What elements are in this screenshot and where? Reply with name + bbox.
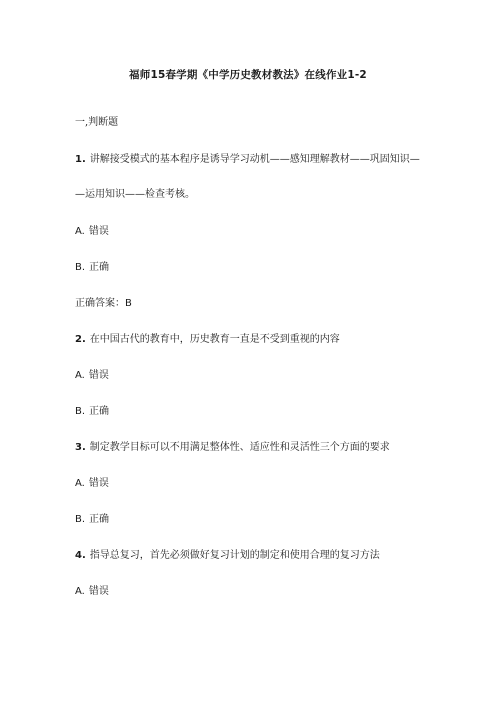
- page-title: 福师15春学期《中学历史教材教法》在线作业1-2: [129, 69, 367, 81]
- option-a: [75, 582, 109, 597]
- question-number: 2.: [75, 334, 86, 345]
- option-b: [75, 510, 109, 525]
- question-number: 1.: [75, 154, 86, 165]
- question-3: [75, 438, 390, 453]
- option-text: 正确: [89, 262, 110, 273]
- option-letter: A.: [75, 586, 85, 597]
- question-1: [75, 150, 420, 165]
- option-text: 错误: [88, 370, 109, 381]
- question-text: 在中国古代的教育中，历史教育一直是不受到重视的内容: [89, 334, 340, 345]
- option-b: [75, 402, 109, 417]
- option-a: [75, 222, 109, 237]
- correct-answer: 正确答案：B: [75, 298, 132, 309]
- option-letter: A.: [75, 226, 85, 237]
- option-text: 错误: [88, 586, 109, 597]
- section-heading: 一,判断题: [75, 117, 119, 128]
- option-text: 错误: [88, 478, 109, 489]
- option-letter: B.: [75, 262, 86, 273]
- question-4: [75, 546, 380, 561]
- option-b: [75, 258, 109, 273]
- option-a: [75, 474, 109, 489]
- question-1-continued: —运用知识——检查考核。: [75, 189, 195, 200]
- option-a: [75, 366, 109, 381]
- question-text: 指导总复习，首先必须做好复习计划的制定和使用合理的复习方法: [89, 550, 380, 561]
- question-number: 4.: [75, 550, 86, 561]
- question-text: 制定教学目标可以不用满足整体性、适应性和灵活性三个方面的要求: [89, 442, 390, 453]
- question-text: 讲解接受模式的基本程序是诱导学习动机——感知理解教材——巩固知识—: [89, 154, 420, 165]
- option-letter: B.: [75, 514, 86, 525]
- option-text: 正确: [89, 514, 110, 525]
- option-letter: B.: [75, 406, 86, 417]
- option-letter: A.: [75, 370, 85, 381]
- question-2: [75, 330, 340, 345]
- option-text: 错误: [88, 226, 109, 237]
- option-letter: A.: [75, 478, 85, 489]
- question-number: 3.: [75, 442, 86, 453]
- option-text: 正确: [89, 406, 110, 417]
